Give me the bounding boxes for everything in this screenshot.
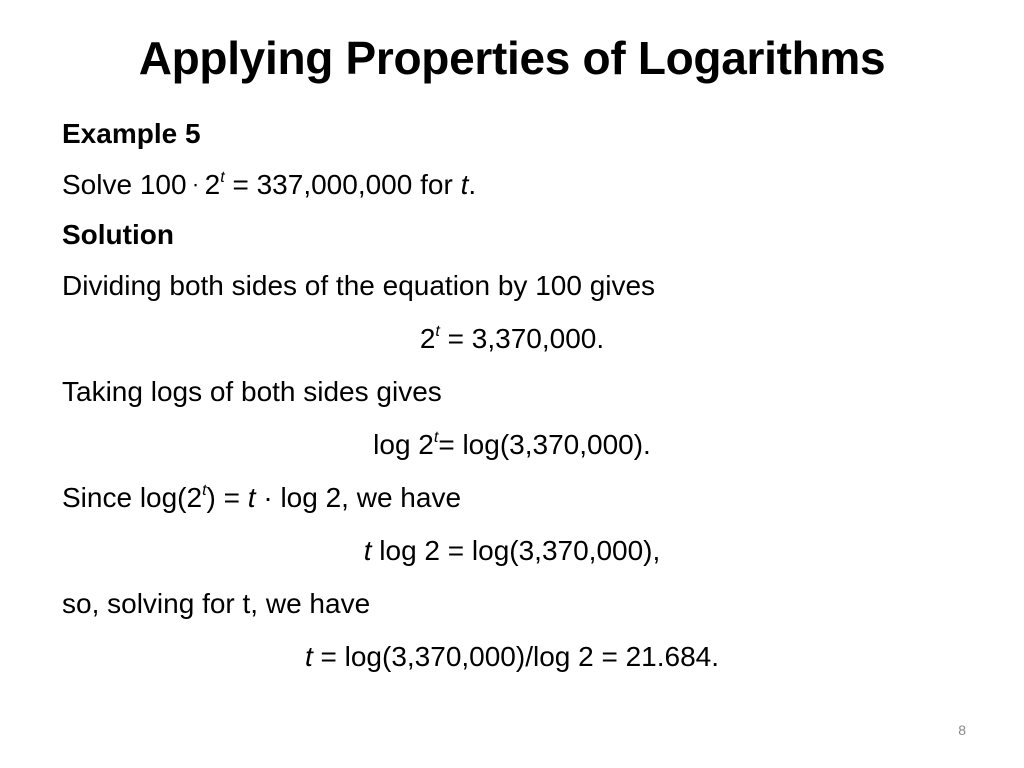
equation-2-exponent: t (433, 428, 439, 446)
equation-3-variable: t (363, 535, 372, 566)
solution-step-2: Taking logs of both sides gives (62, 376, 442, 407)
example-problem (62, 158, 962, 211)
slide-title: Applying Properties of Logarithms (138, 32, 886, 84)
equation-1-exponent: t (435, 322, 440, 340)
equation-1 (62, 312, 962, 365)
slide-body (62, 110, 962, 683)
step-3-mid: ) = (206, 482, 248, 513)
equation-3-rest: log 2 = log(3,370,000), (371, 535, 661, 566)
step-3-prefix: Since log(2 (62, 482, 203, 513)
equation-3 (62, 524, 962, 577)
step-3-exponent: t (202, 481, 207, 499)
solution-heading: Solution (62, 219, 174, 250)
problem-base: 2 (204, 169, 221, 200)
equation-4 (62, 630, 962, 683)
problem-exponent: t (220, 168, 225, 186)
step-3-variable: t (247, 482, 256, 513)
problem-end: . (468, 169, 477, 200)
equation-1-base: 2 (419, 323, 436, 354)
problem-variable: t (460, 169, 469, 200)
solution-step-3 (62, 471, 962, 524)
equation-1-rest: = 3,370,000. (439, 323, 605, 354)
solution-step-1: Dividing both sides of the equation by 100 gives (62, 270, 656, 301)
equation-2-prefix: log 2 (373, 429, 434, 460)
equation-4-rest: = log(3,370,000)/log 2 = 21.684. (312, 641, 720, 672)
step-3-rest: · log 2, we have (255, 482, 462, 513)
solution-step-4: so, solving for t, we have (62, 588, 371, 619)
example-heading: Example 5 (62, 118, 201, 149)
equation-2-rest: = log(3,370,000). (438, 429, 651, 460)
equation-4-variable: t (304, 641, 313, 672)
problem-rest: = 337,000,000 for (224, 169, 461, 200)
equation-2 (62, 418, 962, 471)
page-number: 8 (958, 722, 966, 738)
problem-prefix: Solve 100 (62, 169, 187, 200)
multiply-operator: ∙ (192, 171, 199, 196)
